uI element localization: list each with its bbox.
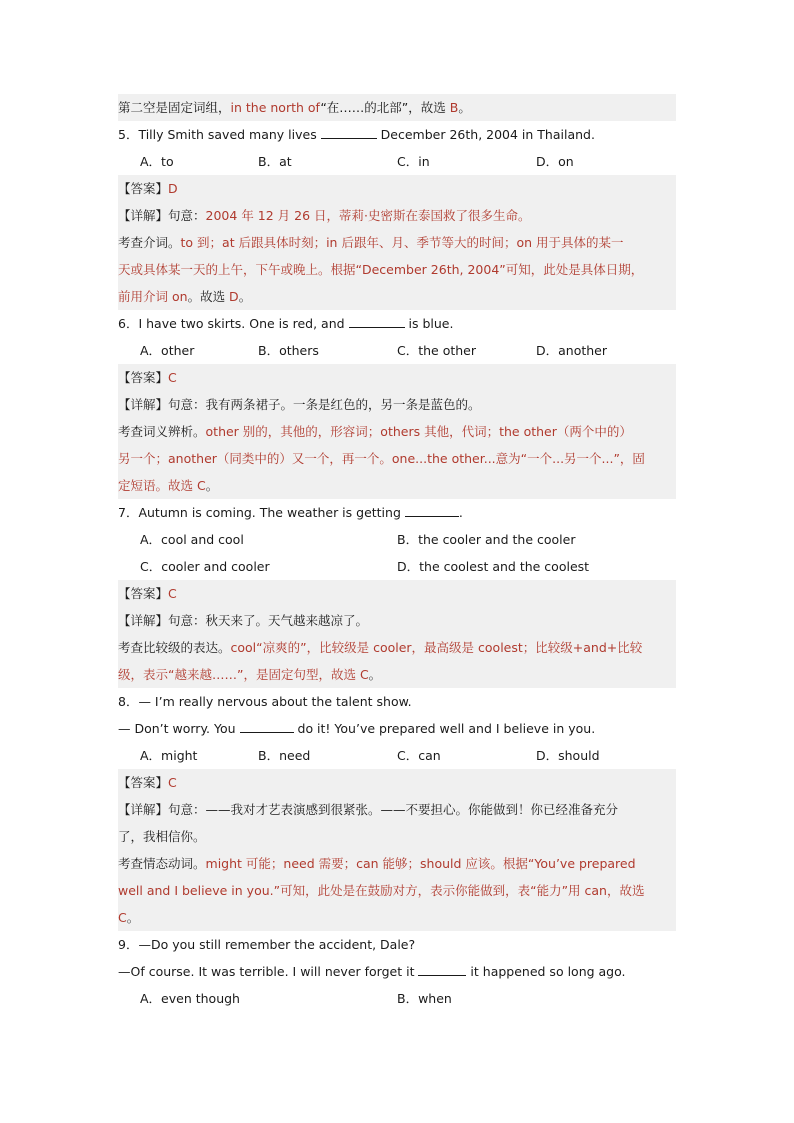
question-5-stem <box>118 121 676 148</box>
answer-letter: B <box>449 100 459 115</box>
detail-label: 【详解】 <box>118 613 169 628</box>
highlight-text: 级，表示“越来越……”，是固定句型，故选 <box>118 667 360 682</box>
answer-letter: C <box>168 775 177 790</box>
highlight-text: well and I believe in you.” <box>118 883 281 898</box>
answer-blank <box>405 504 459 517</box>
answer-blank <box>349 315 405 328</box>
highlight-text: “December 26th, 2004” <box>355 262 506 277</box>
option-d: D．should <box>536 748 600 763</box>
question-5-answer-block <box>118 175 676 310</box>
question-number: 5． <box>118 127 139 142</box>
highlight-text: 定短语。故选 <box>118 478 197 493</box>
question-8-stem-line-2 <box>118 715 676 742</box>
answer-blank <box>240 720 294 733</box>
question-5-options <box>118 148 676 175</box>
stem-text: — I’m really nervous about the talent show. <box>138 694 412 709</box>
text: 句意：我有两条裙子。一条是红色的，另一条是蓝色的。 <box>168 397 481 412</box>
option-b: B．when <box>397 991 452 1006</box>
detail-line <box>118 796 676 823</box>
highlight-text: on <box>171 289 188 304</box>
text: 考查情态动词。 <box>118 856 206 871</box>
option-c: C．the other <box>397 343 477 358</box>
option-c: C．in <box>397 154 430 169</box>
text: “在……的北部”，故选 <box>320 100 450 115</box>
detail-line <box>118 202 676 229</box>
detail-line <box>118 472 676 499</box>
stem-text: do it! You’ve prepared well and I believe in you. <box>293 721 596 736</box>
answer-letter: C <box>359 667 369 682</box>
option-d: D．the coolest and the coolest <box>397 559 590 574</box>
text: 考查比较级的表达。 <box>118 640 231 655</box>
question-8-answer-block <box>118 769 676 931</box>
detail-label: 【详解】 <box>118 397 169 412</box>
text: 了，我相信你。 <box>118 829 206 844</box>
detail-line <box>118 256 676 283</box>
highlight-text: 前用介词 <box>118 289 172 304</box>
question-9-options <box>118 985 676 1012</box>
stem-text: — Don’t worry. You <box>118 721 240 736</box>
answer-line <box>118 580 676 607</box>
question-8-options <box>118 742 676 769</box>
detail-line <box>118 661 676 688</box>
highlight-text: 天或具体某一天的上午，下午或晚上。根据 <box>118 262 356 277</box>
question-number: 8． <box>118 694 139 709</box>
detail-line <box>118 445 676 472</box>
highlight-text: 另一个； <box>118 451 169 466</box>
detail-line <box>118 904 676 931</box>
option-a: A．cool and cool <box>140 532 244 547</box>
text: 第二空是固定词组， <box>118 100 231 115</box>
highlight-text: to 到；at 后跟具体时刻；in 后跟年、月、季节等大的时间；on 用于具体的某一 <box>180 235 624 250</box>
option-d: D．another <box>536 343 608 358</box>
detail-label: 【详解】 <box>118 802 169 817</box>
text: 考查词义辨析。 <box>118 424 206 439</box>
answer-label: 【答案】 <box>118 586 169 601</box>
answer-label: 【答案】 <box>118 775 169 790</box>
detail-line <box>118 391 676 418</box>
question-9-stem-line-1 <box>118 931 676 958</box>
option-c: C．cooler and cooler <box>140 559 270 574</box>
answer-blank <box>418 963 466 976</box>
previous-explanation-line <box>118 94 676 121</box>
text: 句意：——我对才艺表演感到很紧张。——不要担心。你能做到！你已经准备充分 <box>168 802 619 817</box>
option-b: B．at <box>258 154 292 169</box>
stem-text: Autumn is coming. The weather is getting <box>138 505 405 520</box>
option-a: A．other <box>140 343 195 358</box>
answer-line <box>118 175 676 202</box>
option-a: A．might <box>140 748 198 763</box>
answer-letter: D <box>229 289 239 304</box>
option-b: B．others <box>258 343 319 358</box>
detail-line <box>118 823 676 850</box>
question-8-stem-line-1 <box>118 688 676 715</box>
answer-letter: C <box>196 478 206 493</box>
answer-label: 【答案】 <box>118 370 169 385</box>
option-b: B．need <box>258 748 311 763</box>
highlight-text: cool“凉爽的”，比较级是 cooler，最高级是 coolest；比较级+and+比较 <box>230 640 643 655</box>
stem-text: I have two skirts. One is red, and <box>138 316 349 331</box>
question-number: 6． <box>118 316 139 331</box>
answer-letter: D <box>168 181 178 196</box>
answer-letter: C <box>168 586 177 601</box>
text: 句意：秋天来了。天气越来越凉了。 <box>168 613 369 628</box>
highlight-text: might 可能；need 需要；can 能够；should 应该。根据“You’ve prepared <box>205 856 636 871</box>
detail-line <box>118 283 676 310</box>
document-page <box>118 94 676 1012</box>
stem-text: Tilly Smith saved many lives <box>138 127 321 142</box>
answer-label: 【答案】 <box>118 181 169 196</box>
text: 。 <box>126 910 140 925</box>
highlight-text: 2004 年 12 月 26 日，蒂莉·史密斯在泰国救了很多生命。 <box>205 208 531 223</box>
stem-text: December 26th, 2004 in Thailand. <box>376 127 595 142</box>
answer-letter: C <box>118 910 127 925</box>
highlight-text: another（同类中的）又一个，再一个。one...the other...意为“一个...另一个...”，固 <box>168 451 645 466</box>
text: 。 <box>238 289 252 304</box>
detail-line <box>118 877 676 904</box>
text: 。 <box>458 100 471 115</box>
stem-text: . <box>458 505 463 520</box>
question-6-answer-block <box>118 364 676 499</box>
text: 。 <box>368 667 382 682</box>
stem-text: —Of course. It was terrible. I will never forget it <box>118 964 419 979</box>
question-9-stem-line-2 <box>118 958 676 985</box>
question-6-options <box>118 337 676 364</box>
highlight-text: in the north of <box>230 100 321 115</box>
option-d: D．on <box>536 154 574 169</box>
text: 。 <box>205 478 219 493</box>
question-number: 9． <box>118 937 139 952</box>
detail-line <box>118 634 676 661</box>
question-6-stem <box>118 310 676 337</box>
question-number: 7． <box>118 505 139 520</box>
detail-line <box>118 229 676 256</box>
option-a: A．even though <box>140 991 240 1006</box>
detail-label: 【详解】 <box>118 208 169 223</box>
option-c: C．can <box>397 748 441 763</box>
question-7-options-row-1 <box>118 526 676 553</box>
question-7-answer-block <box>118 580 676 688</box>
stem-text: —Do you still remember the accident, Dale? <box>138 937 416 952</box>
option-a: A．to <box>140 154 174 169</box>
detail-line <box>118 607 676 634</box>
highlight-text: 可知，此处是具体日期， <box>505 262 644 277</box>
detail-line <box>118 418 676 445</box>
highlight-text: other 别的，其他的，形容词；others 其他，代词；the other（两个中的） <box>205 424 632 439</box>
question-7-stem <box>118 499 676 526</box>
highlight-text: 可知，此处是在鼓励对方，表示你能做到，表“能力”用 can，故选 <box>280 883 645 898</box>
answer-line <box>118 364 676 391</box>
stem-text: it happened so long ago. <box>466 964 626 979</box>
answer-letter: C <box>168 370 177 385</box>
answer-line <box>118 769 676 796</box>
text: 。故选 <box>187 289 230 304</box>
text: 句意： <box>168 208 206 223</box>
detail-line <box>118 850 676 877</box>
answer-blank <box>321 126 377 139</box>
option-b: B．the cooler and the cooler <box>397 532 576 547</box>
stem-text: is blue. <box>404 316 454 331</box>
text: 考查介词。 <box>118 235 181 250</box>
question-7-options-row-2 <box>118 553 676 580</box>
